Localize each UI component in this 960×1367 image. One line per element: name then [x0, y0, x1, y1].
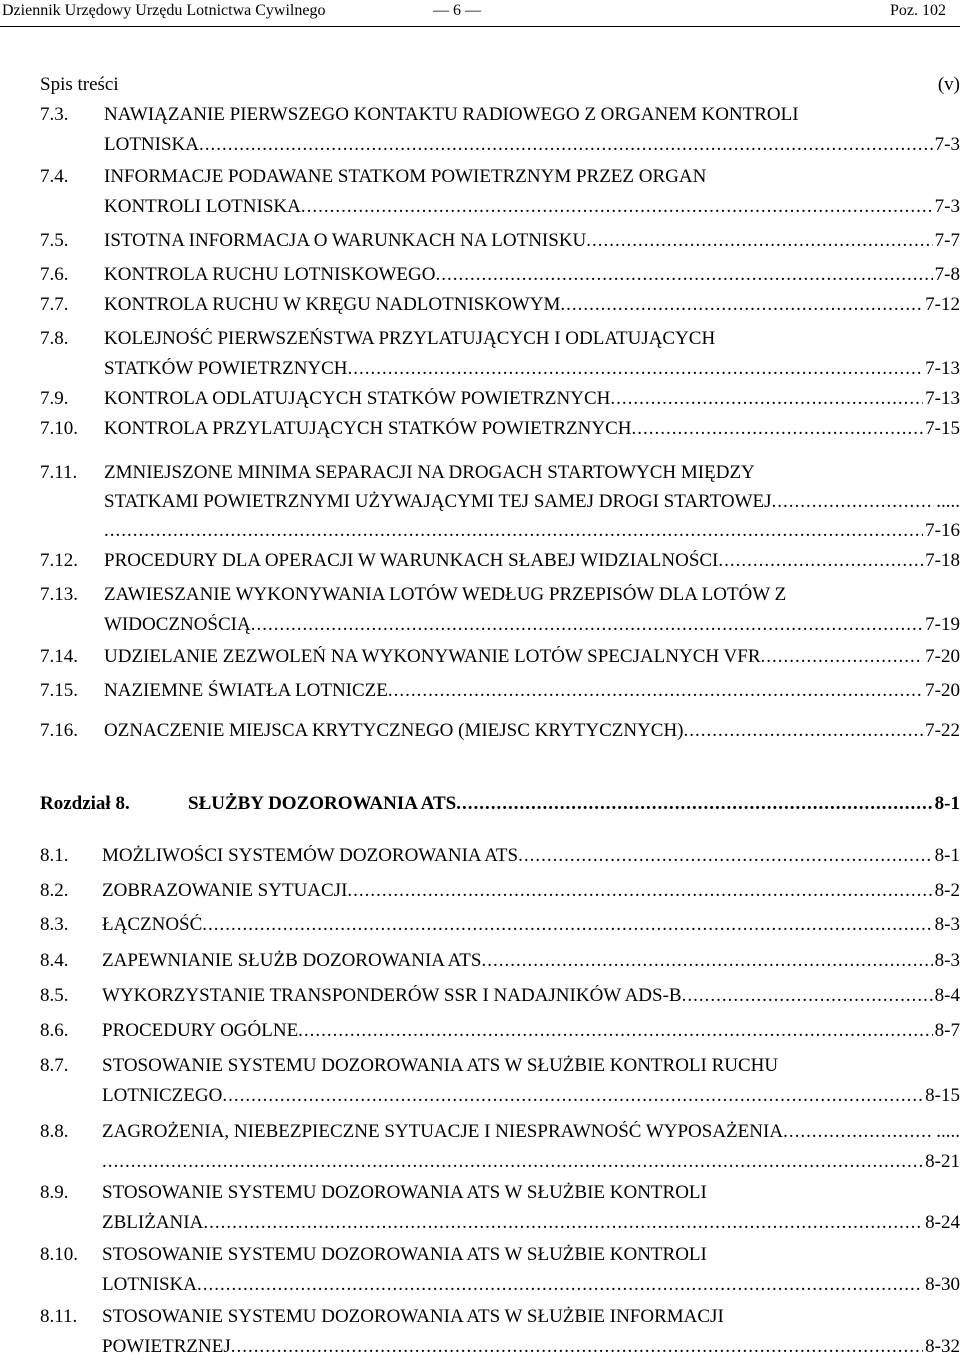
leader-dots [456, 793, 932, 815]
entry-title: ZAPEWNIANIE SŁUŻB DOZOROWANIA ATS [102, 950, 482, 971]
entry-title: KONTROLA RUCHU W KRĘGU NADLOTNISKOWYM [104, 294, 561, 315]
entry-number: 7.9. [40, 388, 69, 409]
entry-title: ZOBRAZOWANIE SYTUACJI [102, 880, 348, 901]
leader-dots [772, 491, 935, 513]
entry-title: ZBLIŻANIA [102, 1212, 204, 1233]
entry-number: 7.10. [40, 418, 78, 439]
entry-page: 8-30 [925, 1274, 960, 1295]
entry-title: MOŻLIWOŚCI SYSTEMÓW DOZOROWANIA ATS [102, 845, 519, 866]
entry-page: 7-8 [934, 264, 960, 285]
leader-dots [231, 1336, 923, 1358]
leader-dots [102, 1151, 923, 1173]
entry-title: UDZIELANIE ZEZWOLEŃ NA WYKONYWANIE LOTÓW SPECJALNYCH VFR [104, 646, 761, 667]
toc-heading [40, 74, 960, 96]
entry-page: 7-19 [925, 614, 960, 635]
chapter-heading[interactable] [40, 793, 960, 817]
position-number: Poz. 102 [890, 2, 946, 19]
entry-title: ŁĄCZNOŚĆ [102, 914, 203, 935]
entry-page: 7-18 [925, 550, 960, 571]
entry-page: 8-7 [934, 1020, 960, 1041]
entry-page: 8-1 [934, 845, 960, 866]
entry-number: 7.4. [40, 166, 69, 187]
entry-page: 7-13 [925, 358, 960, 379]
leader-dots [298, 1020, 933, 1042]
leader-dots [348, 358, 924, 380]
entry-page: ..... [936, 491, 960, 512]
entry-page: 8-15 [925, 1085, 960, 1106]
entry-title: STOSOWANIE SYSTEMU DOZOROWANIA ATS W SŁUŻBIE KONTROLI [102, 1244, 707, 1265]
entry-page: 7-13 [925, 388, 960, 409]
entry-page: 7-3 [934, 134, 960, 155]
entry-title: STATKAMI POWIETRZNYMI UŻYWAJĄCYMI TEJ SAMEJ DROGI STARTOWEJ [104, 491, 772, 512]
leader-dots [388, 680, 923, 702]
toc-title: Spis treści [40, 74, 119, 95]
entry-page: 8-24 [925, 1212, 960, 1233]
entry-title: WYKORZYSTANIE TRANSPONDERÓW SSR I NADAJNIKÓW ADS-B [102, 985, 682, 1006]
entry-page: 7-22 [925, 720, 960, 741]
entry-number: 8.7. [40, 1055, 69, 1076]
entry-page: 8-32 [925, 1336, 960, 1357]
leader-dots [435, 264, 932, 286]
leader-dots [586, 230, 932, 252]
leader-dots [203, 1212, 923, 1234]
entry-number: 8.11. [40, 1306, 78, 1327]
page-number: — 6 — [433, 2, 481, 19]
leader-dots [761, 646, 924, 668]
entry-title: KONTROLI LOTNISKA [104, 196, 301, 217]
entry-title: PROCEDURY OGÓLNE [102, 1020, 299, 1041]
entry-title: STOSOWANIE SYSTEMU DOZOROWANIA ATS W SŁUŻBIE KONTROLI RUCHU [102, 1055, 779, 1076]
entry-title: KONTROLA ODLATUJĄCYCH STATKÓW POWIETRZNYCH [104, 388, 611, 409]
toc-page-ref: (v) [937, 74, 960, 95]
leader-dots [301, 196, 933, 218]
entry-page: 7-20 [925, 680, 960, 701]
entry-number: 8.4. [40, 950, 69, 971]
entry-title: PROCEDURY DLA OPERACJI W WARUNKACH SŁABEJ WIDZIALNOŚCI [104, 550, 719, 571]
entry-title: STOSOWANIE SYSTEMU DOZOROWANIA ATS W SŁUŻBIE INFORMACJI [102, 1306, 724, 1327]
leader-dots [251, 614, 923, 636]
entry-number: 7.5. [40, 230, 69, 251]
entry-title: ZAGROŻENIA, NIEBEZPIECZNE SYTUACJE I NIESPRAWNOŚĆ WYPOSAŻENIA [102, 1121, 784, 1142]
entry-title: WIDOCZNOŚCIĄ [104, 614, 251, 635]
entry-number: 8.9. [40, 1182, 69, 1203]
entry-number: 8.2. [40, 880, 69, 901]
entry-page: 7-12 [925, 294, 960, 315]
leader-dots [222, 1085, 923, 1107]
chapter-page: 8-1 [934, 793, 960, 814]
entry-title: LOTNISKA [102, 1274, 197, 1295]
entry-page: 8-21 [925, 1151, 960, 1172]
entry-number: 8.8. [40, 1121, 69, 1142]
entry-page: 7-15 [925, 418, 960, 439]
leader-dots [202, 914, 932, 936]
entry-number: 7.3. [40, 104, 69, 125]
entry-number: 8.10. [40, 1244, 78, 1265]
entry-number: 7.16. [40, 720, 78, 741]
entry-number: 7.6. [40, 264, 69, 285]
leader-dots [481, 950, 932, 972]
entry-number: 7.12. [40, 550, 78, 571]
entry-title: KONTROLA PRZYLATUJĄCYCH STATKÓW POWIETRZNYCH [104, 418, 632, 439]
entry-title: OZNACZENIE MIEJSCA KRYTYCZNEGO (MIEJSC KRYTYCZNYCH) [104, 720, 684, 741]
journal-title: Dziennik Urzędowy Urzędu Lotnictwa Cywilnego [2, 2, 326, 19]
entry-page: 7-16 [925, 520, 960, 541]
leader-dots [518, 845, 933, 867]
entry-title: ZMNIEJSZONE MINIMA SEPARACJI NA DROGACH STARTOWYCH MIĘDZY [104, 462, 755, 483]
entry-title: STOSOWANIE SYSTEMU DOZOROWANIA ATS W SŁUŻBIE KONTROLI [102, 1182, 707, 1203]
entry-number: 7.15. [40, 680, 78, 701]
entry-title: LOTNICZEGO [102, 1085, 223, 1106]
entry-page: 8-3 [934, 914, 960, 935]
leader-dots [347, 880, 932, 902]
leader-dots [682, 985, 933, 1007]
entry-page: 8-3 [934, 950, 960, 971]
entry-page: ..... [936, 1121, 960, 1142]
entry-number: 8.5. [40, 985, 69, 1006]
entry-title: NAZIEMNE ŚWIATŁA LOTNICZE [104, 680, 388, 701]
entry-title: NAWIĄZANIE PIERWSZEGO KONTAKTU RADIOWEGO Z ORGANEM KONTROLI [104, 104, 799, 125]
chapter-label: Rozdział 8. [40, 793, 130, 814]
entry-number: 7.13. [40, 584, 78, 605]
entry-number: 8.1. [40, 845, 69, 866]
leader-dots [684, 720, 924, 742]
entry-title: INFORMACJE PODAWANE STATKOM POWIETRZNYM PRZEZ ORGAN [104, 166, 707, 187]
leader-dots [718, 550, 923, 572]
entry-title: STATKÓW POWIETRZNYCH [104, 358, 348, 379]
leader-dots [610, 388, 923, 410]
page-header [0, 0, 960, 27]
entry-page: 7-20 [925, 646, 960, 667]
entry-page: 7-7 [934, 230, 960, 251]
entry-page: 7-3 [934, 196, 960, 217]
entry-title: LOTNISKA [104, 134, 199, 155]
leader-dots [199, 134, 933, 156]
entry-number: 7.14. [40, 646, 78, 667]
entry-page: 8-2 [934, 880, 960, 901]
entry-number: 7.8. [40, 328, 69, 349]
entry-number: 8.3. [40, 914, 69, 935]
leader-dots [783, 1121, 934, 1143]
leader-dots [632, 418, 924, 440]
entry-title: KONTROLA RUCHU LOTNISKOWEGO [104, 264, 436, 285]
entry-number: 8.6. [40, 1020, 69, 1041]
entry-title: KOLEJNOŚĆ PIERWSZEŃSTWA PRZYLATUJĄCYCH I ODLATUJĄCYCH [104, 328, 716, 349]
entry-title: ZAWIESZANIE WYKONYWANIA LOTÓW WEDŁUG PRZEPISÓW DLA LOTÓW Z [104, 584, 787, 605]
entry-number: 7.11. [40, 462, 78, 483]
entry-page: 8-4 [934, 985, 960, 1006]
leader-dots [197, 1274, 923, 1296]
entry-title: POWIETRZNEJ [102, 1336, 231, 1357]
leader-dots [560, 294, 923, 316]
chapter-title: SŁUŻBY DOZOROWANIA ATS [188, 793, 457, 814]
leader-dots [104, 520, 923, 542]
entry-title: ISTOTNA INFORMACJA O WARUNKACH NA LOTNISKU [104, 230, 587, 251]
entry-number: 7.7. [40, 294, 69, 315]
